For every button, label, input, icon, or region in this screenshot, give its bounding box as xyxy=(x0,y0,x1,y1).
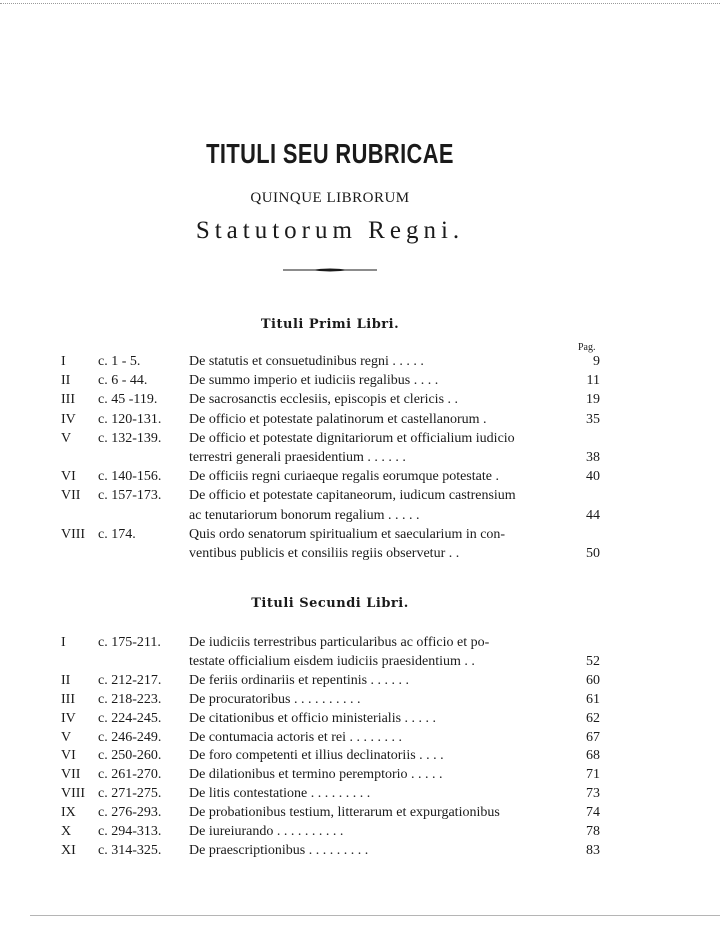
page-number: 35 xyxy=(586,411,600,427)
title-description: De foro competenti et illius declinatoriis . . . . xyxy=(189,748,444,764)
chapter-range: c. 261-270. xyxy=(98,767,162,783)
toc-row xyxy=(0,691,720,709)
title-description: De procuratoribus . . . . . . . . . . xyxy=(189,691,361,707)
title-description: testate officialium eisdem iudiciis praesidentium . . xyxy=(189,653,475,669)
toc-row xyxy=(0,823,720,841)
page-number: 9 xyxy=(593,354,600,369)
toc-row-continuation xyxy=(0,449,720,467)
title-description: De litis contestatione . . . . . . . . . xyxy=(189,786,371,802)
title-description: ventibus publicis et consiliis regiis observetur . . xyxy=(189,546,460,561)
page-number: 83 xyxy=(586,842,600,858)
toc-row xyxy=(0,411,720,429)
chapter-range: c. 212-217. xyxy=(98,672,162,688)
title-description: De iudiciis terrestribus particularibus ac officio et po- xyxy=(189,635,490,650)
page-number: 61 xyxy=(586,691,600,707)
toc-row xyxy=(0,710,720,728)
page-number: 50 xyxy=(586,546,600,561)
title-number: II xyxy=(61,373,71,389)
toc-row xyxy=(0,487,720,505)
chapter-range: c. 294-313. xyxy=(98,824,162,839)
title-number: I xyxy=(61,635,66,650)
section-heading-book1: Tituli Primi Libri. xyxy=(260,317,400,332)
toc-row xyxy=(0,391,720,409)
title-number: VI xyxy=(61,748,76,764)
title-number: VIII xyxy=(61,786,86,802)
title-number: V xyxy=(61,430,72,446)
title-description: De praescriptionibus . . . . . . . . . xyxy=(189,842,369,858)
page-number: 11 xyxy=(586,373,600,389)
title-number: III xyxy=(61,691,75,707)
title-description: De sacrosanctis ecclesiis, episcopis et clericis . . xyxy=(189,392,459,408)
toc-row xyxy=(0,526,720,544)
title-description: terrestri generali praesidentium . . . . . . xyxy=(189,450,406,465)
title-description: De officio et potestate palatinorum et castellanorum . xyxy=(189,411,487,427)
page-subtitle: QUINQUE LIBRORUM xyxy=(250,190,410,206)
title-number: X xyxy=(61,824,72,839)
section-heading-book2: Tituli Secundi Libri. xyxy=(251,596,409,611)
page-number: 19 xyxy=(586,392,600,408)
title-description: De dilationibus et termino peremptorio . . . . . xyxy=(189,767,443,783)
toc-row-continuation xyxy=(0,653,720,671)
chapter-range: c. 6 - 44. xyxy=(98,373,148,389)
title-description: ac tenutariorum bonorum regalium . . . . . xyxy=(189,507,420,523)
page-number: 73 xyxy=(586,786,600,802)
pag-column-label: Pag. xyxy=(578,342,596,353)
title-number: III xyxy=(61,392,75,408)
chapter-range: c. 157-173. xyxy=(98,488,162,504)
toc-row-continuation xyxy=(0,507,720,525)
title-number: V xyxy=(61,729,72,745)
title-description: De officio et potestate dignitariorum et officialium iudicio xyxy=(189,430,515,446)
toc-row xyxy=(0,372,720,390)
title-number: VII xyxy=(61,488,81,504)
title-number: VI xyxy=(61,469,76,485)
title-number: VIII xyxy=(61,526,86,542)
chapter-range: c. 140-156. xyxy=(98,469,162,485)
chapter-range: c. 314-325. xyxy=(98,842,162,858)
page-number: 68 xyxy=(586,748,600,764)
toc-row xyxy=(0,747,720,765)
title-description: De contumacia actoris et rei . . . . . . . . xyxy=(189,729,403,745)
chapter-range: c. 1 - 5. xyxy=(98,354,141,369)
page-number: 62 xyxy=(586,710,600,726)
title-description: De citationibus et officio ministerialis . . . . . xyxy=(189,710,437,726)
page-number: 71 xyxy=(586,767,600,783)
page-number: 74 xyxy=(586,805,600,821)
ornament-divider-icon xyxy=(283,267,377,273)
page-number: 40 xyxy=(586,469,600,485)
toc-row xyxy=(0,729,720,747)
title-description: De officio et potestate capitaneorum, iudicum castrensium xyxy=(189,488,516,504)
bottom-edge-line xyxy=(30,915,720,916)
chapter-range: c. 246-249. xyxy=(98,729,162,745)
chapter-range: c. 224-245. xyxy=(98,710,162,726)
title-number: VII xyxy=(61,767,81,783)
chapter-range: c. 271-275. xyxy=(98,786,162,802)
chapter-range: c. 218-223. xyxy=(98,691,162,707)
page-number: 44 xyxy=(586,507,600,523)
page-number: 60 xyxy=(586,672,600,688)
title-description: Quis ordo senatorum spiritualium et saecularium in con- xyxy=(189,526,506,542)
page-number: 52 xyxy=(586,653,600,669)
chapter-range: c. 175-211. xyxy=(98,635,161,650)
page-number: 78 xyxy=(586,824,600,839)
page-number: 38 xyxy=(586,450,600,465)
title-description: De probationibus testium, litterarum et expurgationibus xyxy=(189,805,500,821)
toc-row xyxy=(0,785,720,803)
toc-row xyxy=(0,804,720,822)
title-number: XI xyxy=(61,842,76,858)
chapter-range: c. 132-139. xyxy=(98,430,162,446)
title-description: De officiis regni curiaeque regalis eorumque potestate . xyxy=(189,469,499,485)
toc-row-continuation xyxy=(0,545,720,563)
toc-row xyxy=(0,766,720,784)
title-number: I xyxy=(61,354,66,369)
page-subtitle-spaced: Statutorum Regni. xyxy=(195,217,465,244)
title-number: IV xyxy=(61,710,76,726)
title-number: IX xyxy=(61,805,76,821)
title-description: De feriis ordinariis et repentinis . . . . . . xyxy=(189,672,410,688)
chapter-range: c. 174. xyxy=(98,526,136,542)
toc-row xyxy=(0,842,720,860)
page-number: 67 xyxy=(586,729,600,745)
title-number: IV xyxy=(61,411,76,427)
toc-row xyxy=(0,468,720,486)
title-description: De summo imperio et iudiciis regalibus . . . . xyxy=(189,373,439,389)
chapter-range: c. 120-131. xyxy=(98,411,162,427)
toc-row xyxy=(0,353,720,371)
top-edge-line xyxy=(0,3,720,4)
toc-row xyxy=(0,672,720,690)
title-description: De statutis et consuetudinibus regni . . . . . xyxy=(189,354,424,369)
toc-row xyxy=(0,430,720,448)
chapter-range: c. 276-293. xyxy=(98,805,162,821)
title-number: II xyxy=(61,672,71,688)
toc-row xyxy=(0,634,720,652)
chapter-range: c. 45 -119. xyxy=(98,392,158,408)
chapter-range: c. 250-260. xyxy=(98,748,162,764)
title-description: De iureiurando . . . . . . . . . . xyxy=(189,824,344,839)
page-title: TITULI SEU RUBRICAE xyxy=(206,138,454,169)
